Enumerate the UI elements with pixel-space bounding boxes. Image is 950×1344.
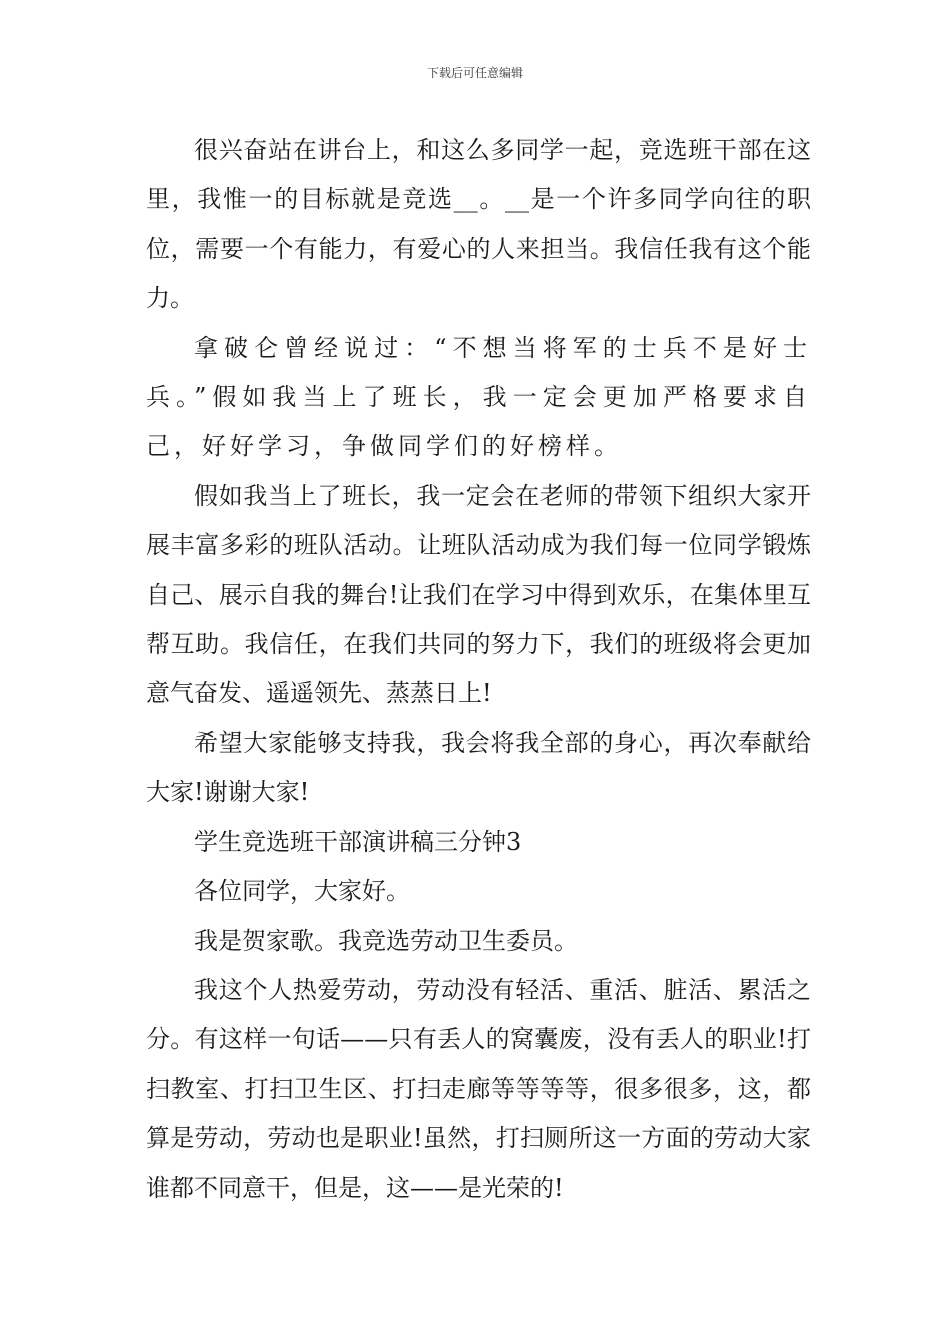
paragraph-self-intro: 我是贺家歌。我竞选劳动卫生委员。 [194, 926, 578, 955]
paragraph-greeting: 各位同学，大家好。 [194, 877, 410, 906]
paragraph-intro: 很兴奋站在讲台上，和这么多同学一起，竞选班干部在这里，我惟一的目标就是竞选__。__是一个许多同学向往的职位，需要一个有能力，有爱心的人来担当。我信任我有这个能力。 [146, 136, 811, 313]
paragraph-napoleon-quote: 拿破仑曾经说过：“不想当将军的士兵不是好士兵。”假如我当上了班长，我一定会更加严格要求自己，好好学习，争做同学们的好榜样。 [146, 333, 811, 461]
paragraph-closing: 希望大家能够支持我，我会将我全部的身心，再次奉献给大家!谢谢大家! [146, 728, 811, 807]
section-title: 学生竞选班干部演讲稿三分钟3 [194, 827, 522, 856]
document-body [146, 126, 811, 1213]
page-header: 下载后可任意编辑 [426, 66, 523, 80]
paragraph-class-activities: 假如我当上了班长，我一定会在老师的带领下组织大家开展丰富多彩的班队活动。让班队活动成为我们每一位同学锻炼自己、展示自我的舞台!让我们在学习中得到欢乐，在集体里互帮互助。我信任，在我们共同的努力下，我们的班级将会更加意气奋发、遥遥领先、蒸蒸日上! [146, 481, 811, 708]
paragraph-labor: 我这个人热爱劳动，劳动没有轻活、重活、脏活、累活之分。有这样一句话——只有丢人的窝囊废，没有丢人的职业!打扫教室、打扫卫生区、打扫走廊等等等等，很多很多，这，都算是劳动，劳动也是职业!虽然，打扫厕所这一方面的劳动大家谁都不同意干，但是，这——是光荣的! [146, 975, 811, 1202]
